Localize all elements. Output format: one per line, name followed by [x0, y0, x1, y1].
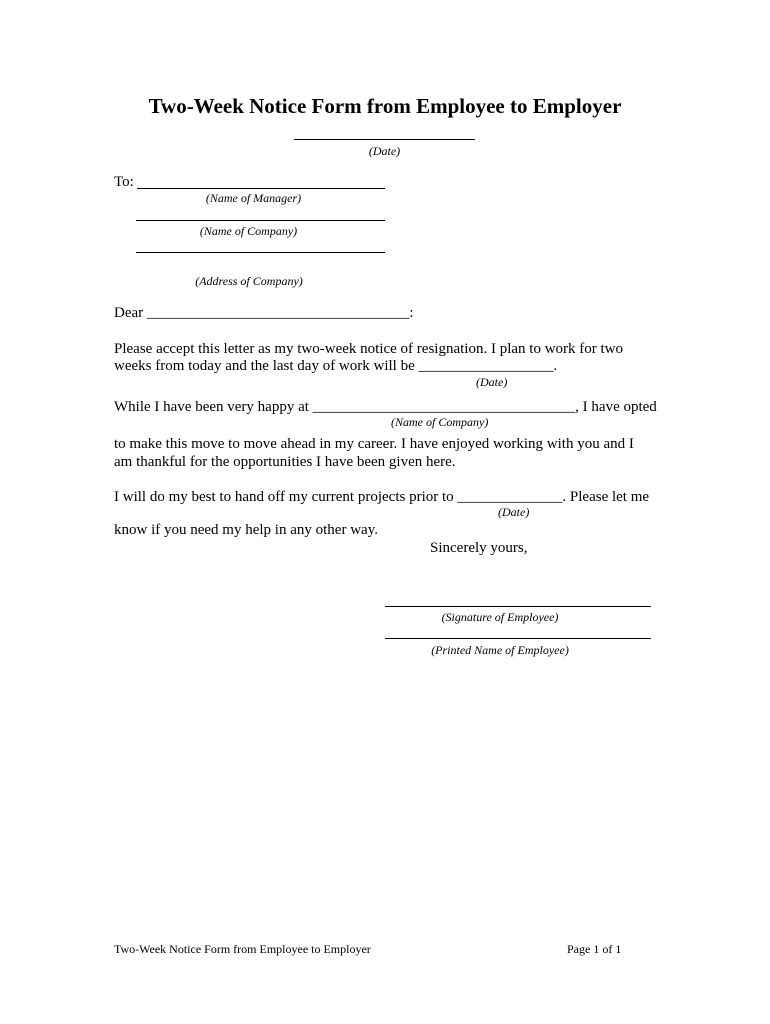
address-label: (Address of Company) [195, 274, 303, 288]
signature-line [385, 606, 651, 607]
para2-blank: ___________________________________ [312, 399, 576, 415]
para1-line1: Please accept this letter as my two-week notice of resignation. I plan to work for two [114, 341, 624, 357]
para3-suffix: . Please let me [562, 489, 650, 505]
date-label: (Date) [368, 144, 401, 158]
signature-label: (Signature of Employee) [441, 610, 559, 624]
dear-suffix: : [409, 305, 414, 321]
para1-prefix: weeks from today and the last day of work will be [114, 358, 419, 374]
date-line [294, 139, 475, 140]
para2-suffix: , I have opted [575, 399, 657, 415]
company-name-line [136, 220, 385, 221]
closing: Sincerely yours, [430, 540, 528, 556]
manager-name-line [137, 188, 385, 189]
salutation [114, 304, 414, 322]
para3-date-label: (Date) [498, 505, 530, 519]
para3-blank: ______________ [457, 489, 563, 505]
manager-label: (Name of Manager) [205, 191, 302, 205]
footer-page-number: Page 1 of 1 [567, 942, 622, 956]
to-prefix: To: [114, 174, 134, 190]
printed-name-label: (Printed Name of Employee) [431, 643, 569, 657]
dear-prefix: Dear [114, 305, 147, 321]
para1-date-label: (Date) [476, 375, 508, 389]
para1-line2 [114, 357, 557, 375]
para2-line1 [114, 398, 657, 416]
dear-blank: ___________________________________ [146, 305, 410, 321]
printed-name-line [385, 638, 651, 639]
address-line [136, 252, 385, 253]
para2-line3: am thankful for the opportunities I have been given here. [114, 454, 456, 470]
para2-line2: to make this move to move ahead in my career. I have enjoyed working with you and I [114, 436, 634, 452]
para1-blank: __________________ [418, 358, 554, 374]
footer-title: Two-Week Notice Form from Employee to Employer [114, 942, 371, 956]
para2-company-label: (Name of Company) [391, 415, 489, 429]
company-label: (Name of Company) [199, 224, 298, 238]
para2-prefix: While I have been very happy at [114, 399, 313, 415]
document-title: Two-Week Notice Form from Employee to Employer [148, 94, 622, 118]
para3-line1 [114, 488, 649, 506]
para3-line2: know if you need my help in any other way. [114, 522, 378, 538]
para1-suffix: . [553, 358, 558, 374]
para3-prefix: I will do my best to hand off my current projects prior to [114, 489, 458, 505]
